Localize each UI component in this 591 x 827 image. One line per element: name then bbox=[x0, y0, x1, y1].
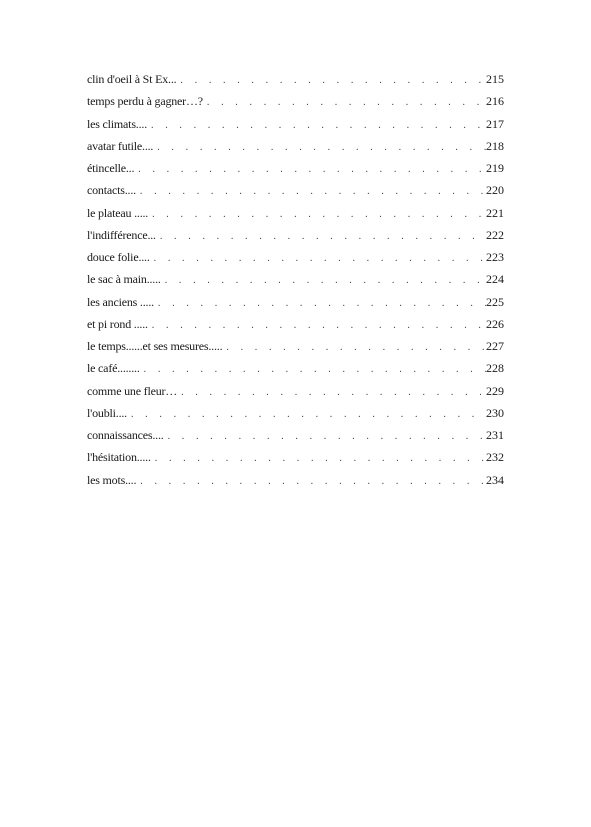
toc-entry-page: 224 bbox=[486, 272, 504, 287]
toc-entry-page: 229 bbox=[486, 383, 504, 398]
toc-dot-leader bbox=[154, 293, 486, 313]
toc-entry-title: les climats.... bbox=[87, 116, 147, 131]
toc-dot-leader bbox=[134, 159, 486, 179]
toc-entry bbox=[87, 313, 504, 335]
toc-entry-page: 217 bbox=[486, 116, 504, 131]
toc-entry bbox=[87, 424, 504, 446]
toc-entry-title: le plateau ..... bbox=[87, 205, 149, 220]
toc-entry-title: clin d'oeil à St Ex... bbox=[87, 72, 177, 86]
toc-entry-page: 215 bbox=[486, 72, 504, 86]
toc-dot-leader bbox=[148, 315, 486, 335]
toc-entry bbox=[87, 179, 504, 201]
toc-dot-leader bbox=[156, 226, 486, 246]
toc-entry-title: connaissances.... bbox=[87, 428, 164, 442]
toc-entry-title: et pi rond ..... bbox=[87, 316, 148, 331]
toc-entry-page: 221 bbox=[486, 205, 504, 220]
toc-entry-title: douce folie.... bbox=[87, 250, 150, 264]
toc-entry bbox=[87, 202, 504, 224]
toc-entry bbox=[87, 268, 504, 290]
toc-entry-title: étincelle... bbox=[87, 161, 135, 175]
toc-entry-page: 228 bbox=[486, 361, 504, 376]
toc-entry bbox=[87, 135, 504, 157]
toc-dot-leader bbox=[136, 181, 486, 201]
toc-entry-page: 234 bbox=[486, 472, 504, 487]
toc-entry-page: 227 bbox=[486, 339, 504, 353]
toc-entry-title: le café........ bbox=[87, 361, 140, 376]
toc-entry-page: 223 bbox=[486, 250, 504, 264]
toc-dot-leader bbox=[203, 92, 486, 112]
toc-entry-page: 226 bbox=[486, 316, 504, 331]
toc-entry-title: avatar futile.... bbox=[87, 138, 154, 153]
toc-entry-page: 216 bbox=[486, 94, 504, 109]
toc-dot-leader bbox=[150, 248, 486, 268]
toc-entry-title: le sac à main..... bbox=[87, 272, 161, 287]
toc-entry-page: 220 bbox=[486, 183, 504, 198]
toc-dot-leader bbox=[127, 404, 486, 424]
toc-entry-title: comme une fleur… bbox=[87, 383, 178, 398]
toc-entry-title: l'hésitation..... bbox=[87, 450, 151, 465]
toc-entry-title: l'indifférence... bbox=[87, 227, 156, 242]
toc-entry-title: le temps......et ses mesures..... bbox=[87, 339, 223, 353]
toc-entry bbox=[87, 380, 504, 402]
toc-entry bbox=[87, 68, 504, 90]
toc-entry bbox=[87, 90, 504, 112]
toc-entry bbox=[87, 335, 504, 357]
toc-dot-leader bbox=[177, 382, 486, 402]
toc-dot-leader bbox=[161, 270, 486, 290]
toc-entry-page: 219 bbox=[486, 161, 504, 175]
toc-dot-leader bbox=[136, 471, 486, 491]
toc-entry-page: 225 bbox=[486, 294, 504, 309]
toc-dot-leader bbox=[151, 448, 486, 468]
toc-entry bbox=[87, 246, 504, 268]
toc-dot-leader bbox=[222, 337, 486, 357]
toc-entry bbox=[87, 446, 504, 468]
toc-dot-leader bbox=[153, 137, 486, 157]
toc-entry-page: 230 bbox=[486, 405, 504, 420]
toc-dot-leader bbox=[176, 70, 486, 90]
toc-dot-leader bbox=[140, 359, 486, 379]
toc-entry-title: temps perdu à gagner…? bbox=[87, 94, 203, 109]
toc-entry-title: les anciens ..... bbox=[87, 294, 154, 309]
toc-entry bbox=[87, 113, 504, 135]
toc-entry-title: l'oubli.... bbox=[87, 405, 127, 420]
toc-dot-leader bbox=[147, 115, 486, 135]
toc-entry-title: contacts.... bbox=[87, 183, 136, 198]
toc-entry-title: les mots.... bbox=[87, 472, 137, 487]
toc-entry bbox=[87, 469, 504, 491]
toc-entry-page: 232 bbox=[486, 450, 504, 465]
toc-entry-page: 231 bbox=[486, 428, 504, 442]
toc-entry bbox=[87, 291, 504, 313]
toc-entry-page: 218 bbox=[486, 138, 504, 153]
toc-entry-page: 222 bbox=[486, 227, 504, 242]
toc-dot-leader bbox=[164, 426, 486, 446]
toc-entry bbox=[87, 224, 504, 246]
toc-entry bbox=[87, 157, 504, 179]
table-of-contents bbox=[87, 68, 504, 491]
toc-dot-leader bbox=[148, 204, 486, 224]
toc-entry bbox=[87, 357, 504, 379]
toc-entry bbox=[87, 402, 504, 424]
